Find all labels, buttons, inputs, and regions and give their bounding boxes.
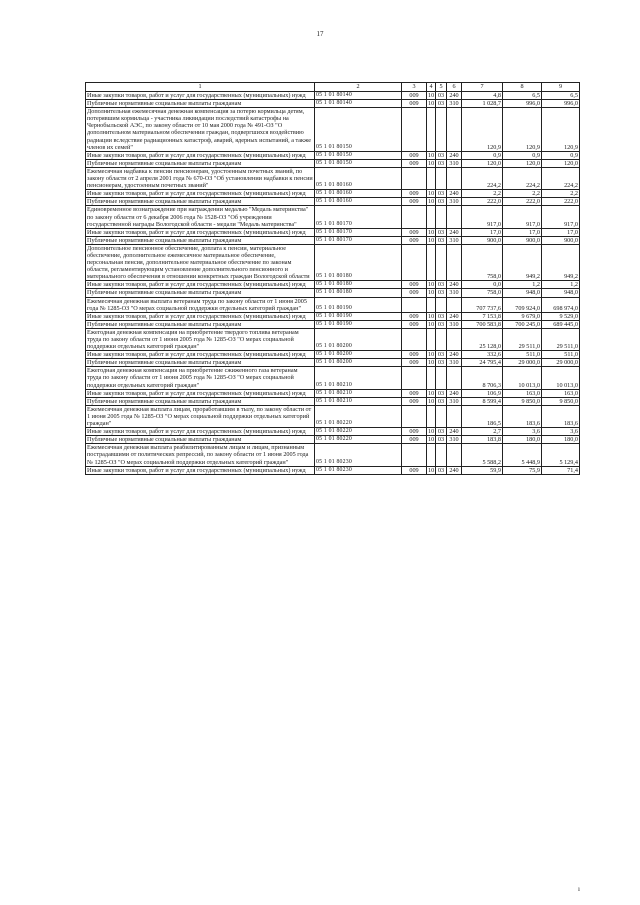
table-row bbox=[86, 359, 580, 367]
row-amount-col7: 0,9 bbox=[462, 151, 503, 159]
table-row bbox=[86, 206, 580, 228]
row-section bbox=[427, 167, 436, 189]
row-ministry bbox=[402, 167, 427, 189]
column-header-4: 4 bbox=[427, 83, 436, 92]
row-ministry: 009 bbox=[402, 397, 427, 405]
row-name: Иные закупки товаров, работ и услуг для государственных (муниципальных) нужд bbox=[86, 151, 315, 159]
row-expense-type bbox=[447, 405, 462, 427]
row-section: 10 bbox=[428, 100, 435, 108]
row-name: Ежемесячная денежная выплата лицам, проработавшим в тылу, по закону области от 1 июня 2005 года № 1285-ОЗ "О мерах социальной поддержки отдельных категорий граждан" bbox=[86, 405, 315, 427]
row-section bbox=[427, 297, 436, 312]
row-expense-type: 240 bbox=[447, 466, 462, 474]
row-name: Публичные нормативные социальные выплаты гражданам bbox=[86, 359, 315, 367]
row-code: 05 1 01 80200 bbox=[315, 328, 402, 350]
column-header-1: 1 bbox=[86, 83, 315, 92]
row-section: 10 bbox=[428, 92, 435, 99]
row-amount-col8: 3,6 bbox=[503, 428, 542, 436]
row-expense-type: 240 bbox=[447, 228, 462, 236]
table-row bbox=[86, 436, 580, 444]
budget-table bbox=[85, 82, 580, 475]
row-ministry bbox=[402, 297, 427, 312]
table-row bbox=[86, 151, 580, 159]
row-subsection: 03 bbox=[436, 428, 447, 436]
row-ministry bbox=[402, 328, 427, 350]
row-code: 05 1 01 80200 bbox=[315, 359, 402, 367]
row-expense-type bbox=[447, 244, 462, 280]
row-amount-col9: 9 529,0 bbox=[542, 312, 580, 320]
table-row bbox=[86, 397, 580, 405]
row-expense-type: 310 bbox=[447, 320, 462, 328]
row-ministry: 009 bbox=[402, 359, 427, 367]
row-code: 05 1 01 80170 bbox=[315, 206, 402, 228]
row-section bbox=[427, 244, 436, 280]
row-name: Дополнительная ежемесячная денежная компенсация за потерю кормильца детям, потерявшим кормильца - участника ликвидации последствий катастрофы на Чернобыльской АЭС, по закону области от 10 мая 2000 года № 491-ОЗ "О дополнительном материальном обеспечении граждан, подвергшихся воздействию радиации вследствие радиационных катастроф, аварий, ядерных испытаний, а также членов их семей" bbox=[86, 108, 315, 152]
row-amount-col8: 511,0 bbox=[503, 351, 542, 359]
row-section: 10 bbox=[428, 190, 435, 198]
table-row bbox=[86, 405, 580, 427]
row-code: 05 1 01 80220 bbox=[315, 436, 402, 444]
row-section: 10 bbox=[428, 228, 435, 236]
column-header-8: 8 bbox=[503, 83, 542, 92]
row-amount-col8: 29 511,0 bbox=[503, 328, 542, 350]
table-row bbox=[86, 351, 580, 359]
row-subsection: 03 bbox=[436, 436, 447, 444]
row-section: 10 bbox=[428, 281, 435, 289]
row-subsection bbox=[436, 297, 447, 312]
row-expense-type: 310 bbox=[447, 198, 462, 206]
row-section: 10 bbox=[428, 436, 435, 444]
row-amount-col8: 949,2 bbox=[503, 244, 542, 280]
table-row bbox=[86, 428, 580, 436]
row-name: Публичные нормативные социальные выплаты гражданам bbox=[86, 397, 315, 405]
row-expense-type: 310 bbox=[447, 359, 462, 367]
row-section: 10 bbox=[428, 159, 435, 167]
row-subsection: 03 bbox=[436, 100, 447, 108]
row-amount-col9: 222,0 bbox=[542, 198, 580, 206]
row-amount-col7: 4,8 bbox=[462, 92, 503, 100]
row-code: 05 1 01 80180 bbox=[315, 289, 402, 297]
row-name: Ежемесячная денежная выплата ветеранам труда по закону области от 1 июня 2005 года № 1285-ОЗ "О мерах социальной поддержки отдельных категорий граждан" bbox=[86, 297, 315, 312]
row-ministry: 009 bbox=[402, 436, 427, 444]
row-amount-col7: 120,9 bbox=[462, 108, 503, 152]
row-amount-col9: 948,0 bbox=[542, 289, 580, 297]
corner-mark: ı bbox=[578, 885, 580, 893]
row-name: Единовременное вознаграждение при награждении медалью "Медаль материнства" по закону области от 6 декабря 2006 года № 1528-ОЗ "Об учреждении государственной награды Вологодской области - медали "Медаль материнства" bbox=[86, 206, 315, 228]
row-amount-col7: 24 795,4 bbox=[462, 359, 503, 367]
row-subsection: 03 bbox=[436, 359, 447, 367]
row-amount-col8: 222,0 bbox=[503, 198, 542, 206]
row-amount-col7: 8 706,3 bbox=[462, 367, 503, 389]
row-amount-col8: 120,9 bbox=[503, 108, 542, 152]
row-expense-type: 240 bbox=[447, 151, 462, 159]
row-code: 05 1 01 80180 bbox=[315, 244, 402, 280]
row-expense-type: 240 bbox=[447, 190, 462, 198]
table-row bbox=[86, 297, 580, 312]
row-amount-col7: 8 599,4 bbox=[462, 397, 503, 405]
row-section bbox=[427, 328, 436, 350]
table-row bbox=[86, 190, 580, 198]
row-amount-col9: 2,2 bbox=[542, 190, 580, 198]
row-subsection: 03 bbox=[436, 312, 447, 320]
table-row bbox=[86, 236, 580, 244]
row-amount-col9: 180,0 bbox=[542, 436, 580, 444]
row-amount-col8: 0,9 bbox=[503, 151, 542, 159]
row-amount-col9: 17,0 bbox=[542, 228, 580, 236]
row-ministry: 009 bbox=[402, 151, 427, 159]
row-code: 05 1 01 80150 bbox=[315, 159, 402, 167]
row-subsection: 03 bbox=[436, 289, 447, 297]
table-header-row bbox=[86, 83, 580, 92]
row-amount-col8: 996,0 bbox=[503, 100, 542, 108]
row-ministry: 009 bbox=[402, 281, 427, 289]
row-amount-col7: 700 583,8 bbox=[462, 320, 503, 328]
row-code: 05 1 01 80210 bbox=[315, 389, 402, 397]
row-amount-col7: 332,6 bbox=[462, 351, 503, 359]
row-section bbox=[427, 108, 436, 152]
row-amount-col8: 120,0 bbox=[503, 159, 542, 167]
row-name: Ежегодная денежная компенсация на приобретение сжиженного газа ветеранам труда по закону области от 1 июня 2005 года № 1285-ОЗ "О мерах социальной поддержки отдельных категорий граждан" bbox=[86, 367, 315, 389]
row-amount-col7: 917,0 bbox=[462, 206, 503, 228]
row-amount-col9: 689 445,0 bbox=[542, 320, 580, 328]
row-name: Ежемесячная денежная выплата реабилитированным лицам и лицам, признанным пострадавшими от политических репрессий, по закону области от 1 июня 2005 года № 1285-ОЗ "О мерах социальной поддержки отдельных категорий граждан" bbox=[86, 444, 315, 466]
row-name: Иные закупки товаров, работ и услуг для государственных (муниципальных) нужд bbox=[86, 389, 315, 397]
row-subsection: 03 bbox=[436, 92, 447, 100]
row-amount-col9: 3,6 bbox=[542, 428, 580, 436]
row-amount-col7: 758,0 bbox=[462, 244, 503, 280]
row-code: 05 1 01 80150 bbox=[315, 151, 402, 159]
row-name: Дополнительное пенсионное обеспечение, доплата к пенсии, материальное обеспечение, дополнительное ежемесячное материальное обеспечение, персональная пенсия, дополнительное материальное обеспечение по законам области, регламентирующим установление дополнительного пенсионного и материального обеспечения в отношении конкретных граждан Вологодской области bbox=[86, 244, 315, 280]
column-header-3: 3 bbox=[402, 83, 427, 92]
row-ministry: 009 bbox=[402, 198, 427, 206]
row-subsection: 03 bbox=[436, 236, 447, 244]
table-row bbox=[86, 281, 580, 289]
row-section bbox=[427, 206, 436, 228]
row-amount-col9: 29 511,0 bbox=[542, 328, 580, 350]
row-name: Иные закупки товаров, работ и услуг для государственных (муниципальных) нужд bbox=[86, 428, 315, 436]
row-code: 05 1 01 80220 bbox=[315, 405, 402, 427]
row-section: 10 bbox=[428, 198, 435, 206]
row-amount-col7: 2,7 bbox=[462, 428, 503, 436]
row-amount-col8: 917,0 bbox=[503, 206, 542, 228]
table-row bbox=[86, 312, 580, 320]
row-amount-col7: 59,9 bbox=[462, 466, 503, 474]
row-amount-col9: 1,2 bbox=[542, 281, 580, 289]
row-code: 05 1 01 80210 bbox=[315, 367, 402, 389]
table-row bbox=[86, 92, 580, 100]
row-amount-col7: 106,9 bbox=[462, 389, 503, 397]
row-amount-col9: 698 974,0 bbox=[542, 297, 580, 312]
row-amount-col7: 186,5 bbox=[462, 405, 503, 427]
row-name: Иные закупки товаров, работ и услуг для государственных (муниципальных) нужд bbox=[86, 312, 315, 320]
row-subsection: 03 bbox=[436, 190, 447, 198]
row-amount-col8: 1,2 bbox=[503, 281, 542, 289]
row-subsection bbox=[436, 206, 447, 228]
row-expense-type: 240 bbox=[447, 389, 462, 397]
page-number: 17 bbox=[316, 30, 324, 38]
row-subsection: 03 bbox=[436, 198, 447, 206]
row-expense-type bbox=[447, 444, 462, 466]
row-name: Иные закупки товаров, работ и услуг для государственных (муниципальных) нужд bbox=[86, 351, 315, 359]
row-name: Публичные нормативные социальные выплаты гражданам bbox=[86, 236, 315, 244]
row-ministry: 009 bbox=[402, 289, 427, 297]
row-code: 05 1 01 80170 bbox=[315, 236, 402, 244]
row-ministry: 009 bbox=[402, 351, 427, 359]
row-ministry: 009 bbox=[402, 312, 427, 320]
row-name: Ежегодная денежная компенсация на приобретение твердого топлива ветеранам труда по закону области от 1 июня 2005 года № 1285-ОЗ "О мерах социальной поддержки отдельных категорий граждан" bbox=[86, 328, 315, 350]
row-subsection: 03 bbox=[436, 389, 447, 397]
row-expense-type: 310 bbox=[447, 100, 462, 108]
row-section: 10 bbox=[428, 359, 435, 367]
row-name: Иные закупки товаров, работ и услуг для государственных (муниципальных) нужд bbox=[86, 228, 315, 236]
row-amount-col8: 9 679,0 bbox=[503, 312, 542, 320]
table-row bbox=[86, 289, 580, 297]
row-expense-type: 310 bbox=[447, 159, 462, 167]
table-row bbox=[86, 367, 580, 389]
row-subsection bbox=[436, 328, 447, 350]
table-row bbox=[86, 466, 580, 474]
row-amount-col8: 6,5 bbox=[503, 92, 542, 100]
row-amount-col7: 1 028,7 bbox=[462, 100, 503, 108]
table-row bbox=[86, 100, 580, 108]
row-section: 10 bbox=[428, 312, 435, 320]
row-code: 05 1 01 80150 bbox=[315, 108, 402, 152]
row-section: 10 bbox=[428, 428, 435, 436]
row-name: Публичные нормативные социальные выплаты гражданам bbox=[86, 100, 315, 108]
row-ministry: 009 bbox=[402, 228, 427, 236]
table-row bbox=[86, 108, 580, 152]
row-ministry: 009 bbox=[402, 190, 427, 198]
column-header-5: 5 bbox=[436, 83, 447, 92]
row-section: 10 bbox=[428, 351, 435, 359]
row-name: Публичные нормативные социальные выплаты гражданам bbox=[86, 289, 315, 297]
row-subsection bbox=[436, 244, 447, 280]
row-ministry: 009 bbox=[402, 100, 427, 108]
row-ministry bbox=[402, 367, 427, 389]
row-subsection bbox=[436, 405, 447, 427]
row-code: 05 1 01 80170 bbox=[315, 228, 402, 236]
row-subsection bbox=[436, 167, 447, 189]
row-expense-type: 310 bbox=[447, 397, 462, 405]
row-expense-type: 310 bbox=[447, 289, 462, 297]
row-ministry: 009 bbox=[402, 428, 427, 436]
row-amount-col7: 758,0 bbox=[462, 289, 503, 297]
table-row bbox=[86, 244, 580, 280]
row-code: 05 1 01 80190 bbox=[315, 297, 402, 312]
row-ministry bbox=[402, 444, 427, 466]
row-subsection: 03 bbox=[436, 228, 447, 236]
row-name: Иные закупки товаров, работ и услуг для государственных (муниципальных) нужд bbox=[86, 281, 315, 289]
row-expense-type: 240 bbox=[447, 312, 462, 320]
row-name: Иные закупки товаров, работ и услуг для государственных (муниципальных) нужд bbox=[86, 92, 315, 100]
table-row bbox=[86, 389, 580, 397]
row-amount-col7: 2,2 bbox=[462, 190, 503, 198]
row-subsection: 03 bbox=[436, 397, 447, 405]
row-subsection: 03 bbox=[436, 320, 447, 328]
row-name: Публичные нормативные социальные выплаты гражданам bbox=[86, 436, 315, 444]
row-amount-col8: 75,9 bbox=[503, 466, 542, 474]
row-subsection: 03 bbox=[436, 151, 447, 159]
row-amount-col8: 29 000,0 bbox=[503, 359, 542, 367]
row-amount-col9: 0,9 bbox=[542, 151, 580, 159]
row-amount-col9: 996,0 bbox=[542, 100, 580, 108]
row-amount-col9: 949,2 bbox=[542, 244, 580, 280]
row-name: Публичные нормативные социальные выплаты гражданам bbox=[86, 198, 315, 206]
table-row bbox=[86, 167, 580, 189]
row-amount-col8: 9 850,0 bbox=[503, 397, 542, 405]
row-code: 05 1 01 80160 bbox=[315, 190, 402, 198]
row-amount-col8: 709 924,0 bbox=[503, 297, 542, 312]
column-header-6: 6 bbox=[447, 83, 462, 92]
row-code: 05 1 01 80230 bbox=[315, 444, 402, 466]
row-subsection: 03 bbox=[436, 159, 447, 167]
row-expense-type bbox=[447, 206, 462, 228]
table-row bbox=[86, 444, 580, 466]
row-code: 05 1 01 80180 bbox=[315, 281, 402, 289]
table-row bbox=[86, 159, 580, 167]
row-section: 10 bbox=[428, 151, 435, 159]
row-amount-col9: 163,0 bbox=[542, 389, 580, 397]
table-row bbox=[86, 328, 580, 350]
row-amount-col8: 183,6 bbox=[503, 405, 542, 427]
row-name: Публичные нормативные социальные выплаты гражданам bbox=[86, 320, 315, 328]
row-name: Иные закупки товаров, работ и услуг для государственных (муниципальных) нужд bbox=[86, 190, 315, 198]
row-code: 05 1 01 80140 bbox=[315, 92, 402, 100]
row-ministry bbox=[402, 108, 427, 152]
row-expense-type bbox=[447, 167, 462, 189]
row-amount-col9: 10 013,0 bbox=[542, 367, 580, 389]
row-expense-type bbox=[447, 367, 462, 389]
row-ministry: 009 bbox=[402, 92, 427, 100]
row-subsection: 03 bbox=[436, 351, 447, 359]
row-amount-col9: 183,6 bbox=[542, 405, 580, 427]
row-amount-col8: 5 448,9 bbox=[503, 444, 542, 466]
table-row bbox=[86, 320, 580, 328]
row-ministry: 009 bbox=[402, 320, 427, 328]
row-amount-col7: 25 128,0 bbox=[462, 328, 503, 350]
row-code: 05 1 01 80190 bbox=[315, 312, 402, 320]
row-expense-type: 240 bbox=[447, 351, 462, 359]
row-ministry bbox=[402, 206, 427, 228]
row-amount-col9: 511,0 bbox=[542, 351, 580, 359]
row-amount-col8: 948,0 bbox=[503, 289, 542, 297]
row-code: 05 1 01 80210 bbox=[315, 397, 402, 405]
row-code: 05 1 01 80200 bbox=[315, 351, 402, 359]
row-amount-col9: 71,4 bbox=[542, 466, 580, 474]
row-subsection bbox=[436, 367, 447, 389]
row-ministry bbox=[402, 405, 427, 427]
row-name: Ежемесячная надбавка к пенсии пенсионерам, удостоенным почетных званий, по закону области от 2 апреля 2001 года № 670-ОЗ "Об установлении надбавки к пенсии пенсионерам, удостоенным почетных званий" bbox=[87, 167, 313, 190]
row-amount-col9: 120,0 bbox=[542, 159, 580, 167]
row-section bbox=[427, 367, 436, 389]
row-amount-col7: 120,0 bbox=[462, 159, 503, 167]
row-amount-col7: 5 588,2 bbox=[462, 444, 503, 466]
row-section: 10 bbox=[428, 389, 435, 397]
row-amount-col8: 224,2 bbox=[503, 167, 542, 189]
row-amount-col8: 17,0 bbox=[503, 228, 542, 236]
column-header-7: 7 bbox=[462, 83, 503, 92]
row-amount-col7: 17,0 bbox=[462, 228, 503, 236]
row-code: 05 1 01 80230 bbox=[315, 466, 402, 474]
row-subsection: 03 bbox=[436, 281, 447, 289]
row-code: 05 1 01 80160 bbox=[315, 198, 402, 206]
row-amount-col9: 900,0 bbox=[542, 236, 580, 244]
row-amount-col8: 10 013,0 bbox=[503, 367, 542, 389]
row-expense-type: 240 bbox=[447, 428, 462, 436]
row-amount-col8: 163,0 bbox=[503, 389, 542, 397]
row-amount-col9: 29 000,0 bbox=[542, 359, 580, 367]
table-row bbox=[86, 198, 580, 206]
row-section: 10 bbox=[428, 320, 435, 328]
row-expense-type bbox=[447, 297, 462, 312]
row-expense-type: 310 bbox=[447, 236, 462, 244]
row-subsection bbox=[436, 108, 447, 152]
row-section: 10 bbox=[428, 397, 435, 405]
row-amount-col9: 9 850,0 bbox=[542, 397, 580, 405]
row-amount-col7: 707 737,6 bbox=[462, 297, 503, 312]
column-header-9: 9 bbox=[542, 83, 580, 92]
row-expense-type: 240 bbox=[447, 92, 462, 100]
row-code: 05 1 01 80140 bbox=[315, 100, 402, 108]
row-code: 05 1 01 80190 bbox=[315, 320, 402, 328]
row-expense-type: 240 bbox=[447, 281, 462, 289]
row-expense-type: 310 bbox=[447, 436, 462, 444]
row-amount-col9: 224,2 bbox=[542, 167, 580, 189]
row-amount-col8: 180,0 bbox=[503, 436, 542, 444]
row-section: 10 bbox=[428, 289, 435, 297]
row-amount-col9: 917,0 bbox=[542, 206, 580, 228]
row-ministry: 009 bbox=[402, 466, 427, 474]
row-ministry bbox=[402, 244, 427, 280]
row-amount-col7: 224,2 bbox=[462, 167, 503, 189]
row-amount-col7: 183,8 bbox=[462, 436, 503, 444]
row-ministry: 009 bbox=[402, 159, 427, 167]
row-subsection: 03 bbox=[436, 466, 447, 474]
row-section bbox=[427, 444, 436, 466]
row-section: 10 bbox=[428, 236, 435, 244]
row-expense-type bbox=[447, 328, 462, 350]
row-amount-col7: 222,0 bbox=[462, 198, 503, 206]
row-subsection bbox=[436, 444, 447, 466]
row-amount-col9: 6,5 bbox=[542, 92, 580, 100]
row-amount-col8: 900,0 bbox=[503, 236, 542, 244]
row-amount-col8: 700 245,0 bbox=[503, 320, 542, 328]
column-header-2: 2 bbox=[315, 83, 402, 92]
row-ministry: 009 bbox=[402, 389, 427, 397]
row-name: Иные закупки товаров, работ и услуг для государственных (муниципальных) нужд bbox=[86, 466, 315, 474]
row-amount-col9: 5 129,4 bbox=[542, 444, 580, 466]
row-code: 05 1 01 80220 bbox=[315, 428, 402, 436]
row-code: 05 1 01 80160 bbox=[315, 167, 402, 189]
table-row bbox=[86, 228, 580, 236]
row-amount-col7: 7 153,8 bbox=[462, 312, 503, 320]
row-name: Публичные нормативные социальные выплаты гражданам bbox=[86, 159, 315, 167]
row-amount-col9: 120,9 bbox=[542, 108, 580, 152]
row-amount-col7: 900,0 bbox=[462, 236, 503, 244]
row-amount-col7: 0,0 bbox=[462, 281, 503, 289]
row-expense-type bbox=[447, 108, 462, 152]
row-ministry: 009 bbox=[402, 236, 427, 244]
row-section: 10 bbox=[428, 466, 435, 474]
row-amount-col8: 2,2 bbox=[503, 190, 542, 198]
row-section bbox=[427, 405, 436, 427]
